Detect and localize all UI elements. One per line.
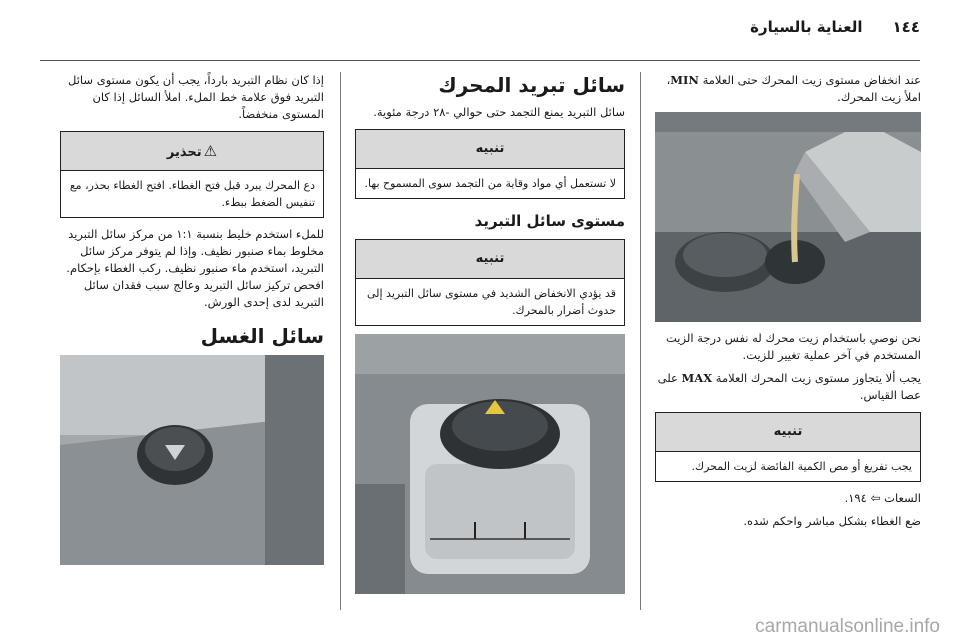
right-column	[655, 72, 921, 536]
page-header	[40, 14, 920, 40]
oil-notice-title: تنبيه	[656, 413, 920, 452]
warning-triangle-icon: ⚠	[203, 142, 218, 160]
coolant-level-intro: إذا كان نظام التبريد بارداً، يجب أن يكون مستوى سائل التبريد فوق علامة خط الملء. املأ السائل إذا كان المستوى منخفضاً.	[68, 73, 324, 121]
oil-filling-photo	[655, 112, 921, 322]
coolant-notice-1-title: تنبيه	[356, 130, 624, 169]
oil-intro: عند انخفاض مستوى زيت المحرك حتى العلامة MIN، املأ زيت المحرك.	[666, 73, 921, 104]
middle-column	[355, 72, 625, 602]
oil-closing: ضع الغطاء بشكل مباشر واحكم شده.	[743, 514, 921, 528]
coolant-reservoir-photo	[355, 334, 625, 594]
reference-arrow-icon: ⇦	[870, 491, 881, 505]
coolant-notice-2	[355, 239, 625, 326]
left-column	[60, 72, 324, 573]
coolant-heading: سائل تبريد المحرك	[438, 73, 625, 97]
coolant-notice-2-body: قد يؤدي الانخفاض الشديد في مستوى سائل التبريد إلى حدوث أضرار بالمحرك.	[366, 287, 616, 317]
oil-filling-illustration	[655, 112, 921, 322]
coolant-notice-1-body: لا تستعمل أي مواد وقاية من التجمد سوى المسموح بها.	[364, 177, 616, 190]
column-divider-left	[340, 72, 341, 610]
coolant-level-heading: مستوى سائل التبريد	[474, 212, 625, 230]
min-mark: MIN	[670, 73, 699, 87]
watermark: carmanualsonline.info	[755, 616, 940, 637]
page-number: ١٤٤	[892, 18, 920, 36]
header-rule	[40, 60, 920, 61]
coolant-intro: سائل التبريد يمنع التجمد حتى حوالي -٢٨ درجة مئوية.	[373, 105, 625, 119]
column-divider-right	[640, 72, 641, 610]
coolant-fill-para: للملء استخدم خليط بنسبة ١:١ من مركز سائل التبريد مخلوط بماء صنبور نظيف. وإذا لم يتوفر مركز سائل التبريد، استخدم ماء صنبور نظيف. ركب الغطاء بإحكام. افحص تركيز سائل التبريد وعالج سبب فقدان سائل التبريد لدى إحدى الورش.	[66, 227, 324, 309]
washer-fluid-photo	[60, 355, 324, 565]
max-mark: MAX	[681, 371, 713, 385]
coolant-reservoir-illustration	[355, 334, 625, 594]
coolant-notice-2-title: تنبيه	[356, 240, 624, 279]
coolant-notice-1	[355, 129, 625, 199]
oil-para-1: نحن نوصي باستخدام زيت محرك له نفس درجة الزيت المستخدم في آخر عملية تغيير للزيت.	[666, 331, 921, 362]
reference-page[interactable]: ١٩٤.	[844, 491, 867, 505]
oil-notice	[655, 412, 921, 482]
coolant-warning	[60, 131, 324, 218]
capacities-reference: السعات ⇦ ١٩٤.	[844, 491, 921, 505]
oil-para-2: يجب ألا يتجاوز مستوى زيت المحرك العلامة MAX على عصا القياس.	[657, 371, 921, 402]
oil-notice-body: يجب تفريغ أو مص الكمية الفائضة لزيت المحرك.	[691, 460, 912, 473]
page-title: العناية بالسيارة	[750, 18, 863, 36]
washer-fluid-illustration	[60, 355, 324, 565]
coolant-warning-title: ⚠تحذير	[61, 132, 323, 171]
coolant-warning-body: دع المحرك يبرد قبل فتح الغطاء. افتح الغطاء بحذر، مع تنفيس الضغط ببطء.	[69, 179, 315, 209]
washer-fluid-heading: سائل الغسل	[200, 324, 324, 348]
